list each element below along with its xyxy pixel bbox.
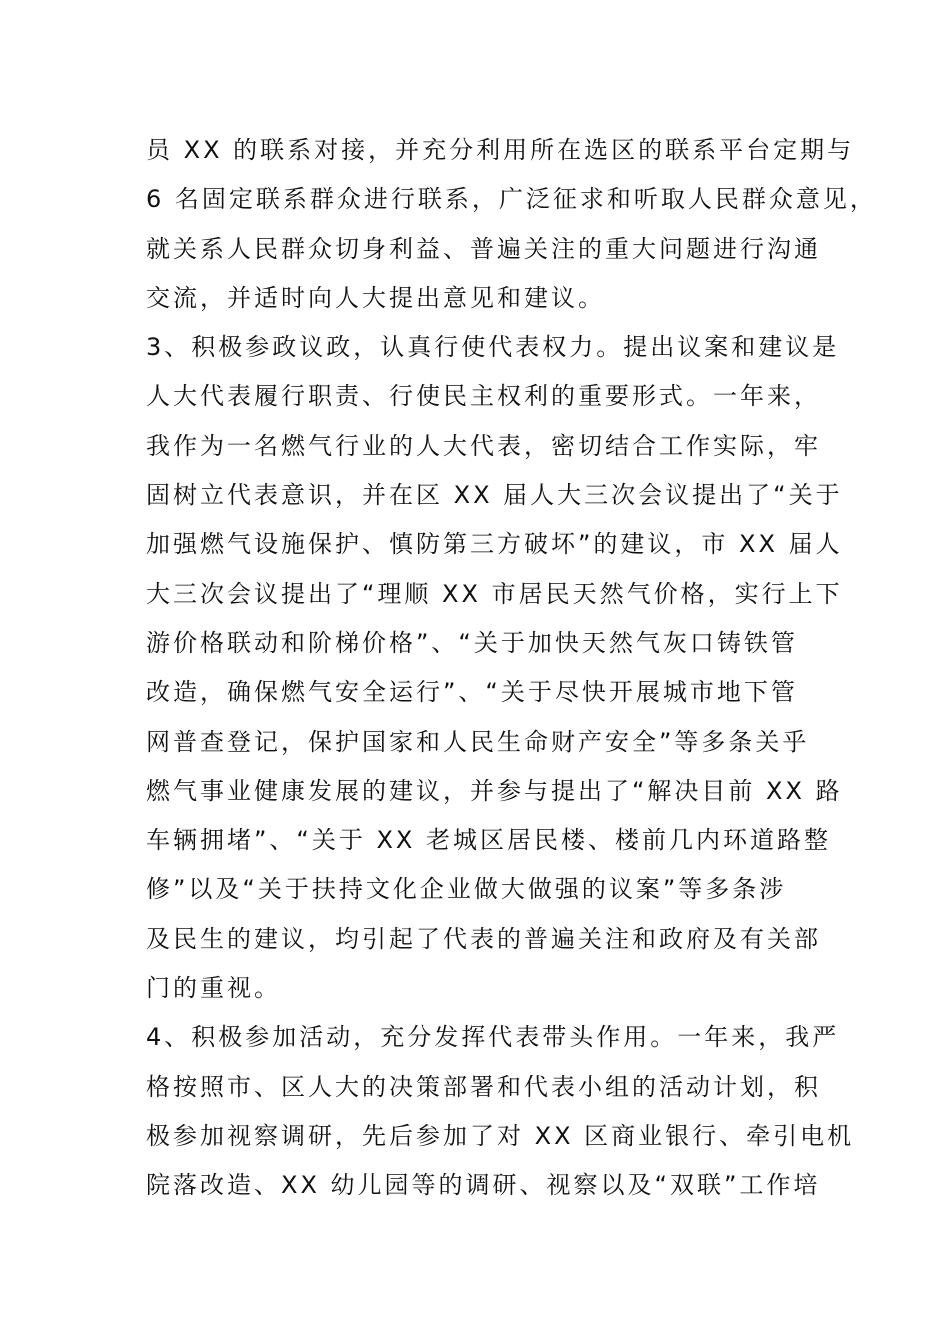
text-line: 就关系人民群众切身利益、普遍关注的重大问题进行沟通 (146, 234, 821, 263)
text-line: 员 XX 的联系对接，并充分利用所在选区的联系平台定期与 (146, 136, 855, 164)
text-line: 加强燃气设施保护、慎防第三方破坏”的建议，市 XX 届人 (146, 530, 843, 559)
text-line: 3、积极参政议政，认真行使代表权力。提出议案和建议是 (146, 333, 840, 362)
text-line: 游价格联动和阶梯价格”、“关于加快天然气灰口铸铁管 (146, 628, 798, 657)
text-line: 我作为一名燃气行业的人大代表，密切结合工作实际，牢 (146, 431, 821, 460)
text-line: 院落改造、XX 幼儿园等的调研、视察以及“双联”工作培 (146, 1171, 821, 1200)
text-line: 燃气事业健康发展的建议，并参与提出了“解决目前 XX 路 (146, 776, 843, 805)
text-line: 6 名固定联系群众进行联系，广泛征求和听取人民群众意见， (146, 185, 877, 214)
text-line: 改造，确保燃气安全运行”、“关于尽快开展城市地下管 (146, 678, 798, 707)
body-text (146, 126, 877, 1211)
text-line: 4、积极参加活动，充分发挥代表带头作用。一年来，我严 (146, 1023, 840, 1052)
text-line: 人大代表履行职责、行使民主权利的重要形式。一年来， (146, 382, 821, 411)
text-line: 极参加视察调研，先后参加了对 XX 区商业银行、牵引电机 (146, 1121, 855, 1150)
text-line: 固树立代表意识，并在区 XX 届人大三次会议提出了“关于 (146, 481, 843, 510)
text-line: 门的重视。 (146, 974, 281, 1003)
text-line: 交流，并适时向人大提出意见和建议。 (146, 283, 605, 312)
text-line: 网普查登记，保护国家和人民生命财产安全”等多条关乎 (146, 727, 810, 756)
text-line: 大三次会议提出了“理顺 XX 市居民天然气价格，实行上下 (146, 579, 843, 608)
text-line: 车辆拥堵”、“关于 XX 老城区居民楼、楼前几内环道路整 (146, 826, 832, 855)
text-line: 及民生的建议，均引起了代表的普遍关注和政府及有关部 (146, 924, 821, 953)
text-line: 格按照市、区人大的决策部署和代表小组的活动计划，积 (146, 1072, 821, 1101)
text-line: 修”以及“关于扶持文化企业做大做强的议案”等多条涉 (146, 875, 787, 904)
